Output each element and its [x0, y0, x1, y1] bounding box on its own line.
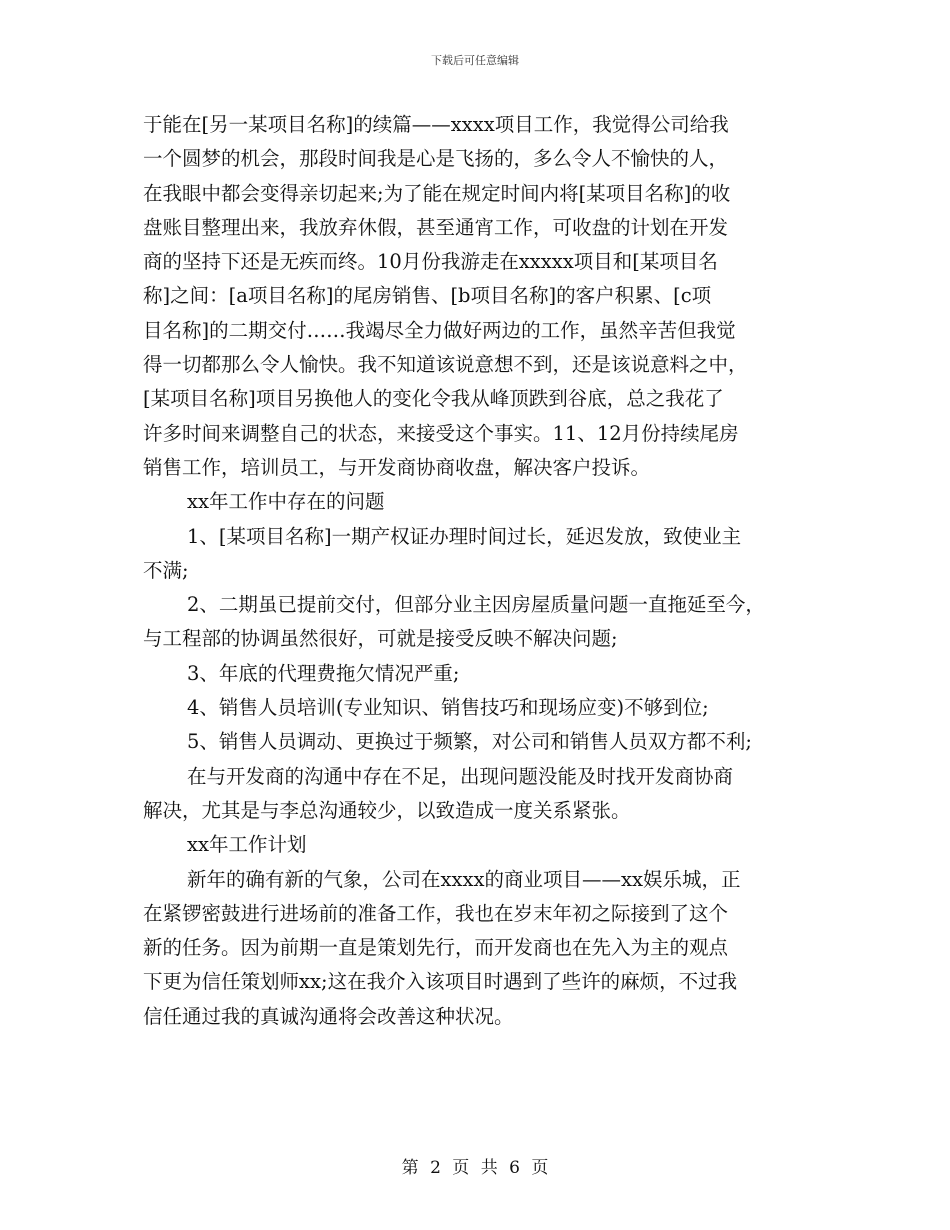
list-item: 3、年底的代理费拖欠情况严重;: [187, 661, 460, 685]
list-item: 4、销售人员培训(专业知识、销售技巧和现场应变)不够到位;: [187, 696, 709, 720]
paragraph-line: 盘账目整理出来，我放弃休假，甚至通宵工作，可收盘的计划在开发: [143, 215, 729, 239]
paragraph-line: 在与开发商的沟通中存在不足，出现问题没能及时找开发商协商: [187, 764, 734, 788]
list-item-continuation: 不满;: [143, 558, 189, 582]
paragraph-line: 信任通过我的真诚沟通将会改善这种状况。: [143, 1004, 514, 1028]
paragraph-line: 于能在[另一某项目名称]的续篇——xxxx项目工作，我觉得公司给我: [143, 113, 729, 136]
paragraph-line: 目名称]的二期交付……我竭尽全力做好两边的工作，虽然辛苦但我觉: [143, 318, 736, 342]
paragraph-line: 一个圆梦的机会，那段时间我是心是飞扬的，多么令人不愉快的人，: [143, 147, 729, 171]
paragraph-line: 新的任务。因为前期一直是策划先行，而开发商也在先入为主的观点: [143, 936, 729, 960]
paragraph-line: 在我眼中都会变得亲切起来;为了能在规定时间内将[某项目名称]的收: [143, 181, 731, 205]
list-item: 5、销售人员调动、更换过于频繁，对公司和销售人员双方都不利;: [187, 730, 752, 754]
list-item: 1、[某项目名称]一期产权证办理时间过长，延迟发放，致使业主: [187, 524, 742, 548]
list-item: 2、二期虽已提前交付，但部分业主因房屋质量问题一直拖延至今，: [187, 593, 765, 617]
paragraph-line: [某项目名称]项目另换他人的变化令我从峰顶跌到谷底，总之我花了: [143, 387, 724, 411]
paragraph-line: 新年的确有新的气象，公司在xxxx的商业项目——xx娱乐城，正: [187, 867, 741, 891]
paragraph-line: 销售工作，培训员工，与开发商协商收盘，解决客户投诉。: [143, 455, 651, 479]
section-heading: xx年工作中存在的问题: [187, 490, 385, 514]
document-body: [143, 108, 823, 1034]
paragraph-line: 得一切都那么令人愉快。我不知道该说意想不到，还是该说意料之中，: [143, 353, 748, 377]
section-heading: xx年工作计划: [187, 833, 307, 857]
paragraph-line: 在紧锣密鼓进行进场前的准备工作，我也在岁末年初之际接到了这个: [143, 901, 729, 925]
list-item-continuation: 与工程部的协调虽然很好，可就是接受反映不解决问题;: [143, 627, 618, 651]
paragraph-line: 许多时间来调整自己的状态，来接受这个事实。11、12月份持续尾房: [143, 421, 739, 445]
paragraph-line: 解决，尤其是与李总沟通较少，以致造成一度关系紧张。: [143, 798, 631, 822]
paragraph-line: 商的坚持下还是无疾而终。10月份我游走在xxxxx项目和[某项目名: [143, 250, 718, 274]
paragraph-line: 下更为信任策划师xx;这在我介入该项目时遇到了些许的麻烦，不过我: [143, 970, 738, 994]
paragraph-line: 称]之间：[a项目名称]的尾房销售、[b项目名称]的客户积累、[c项: [143, 284, 712, 308]
page-header: 下载后可任意编辑: [431, 54, 519, 67]
page-number: 第 2 页 共 6 页: [401, 1158, 549, 1178]
